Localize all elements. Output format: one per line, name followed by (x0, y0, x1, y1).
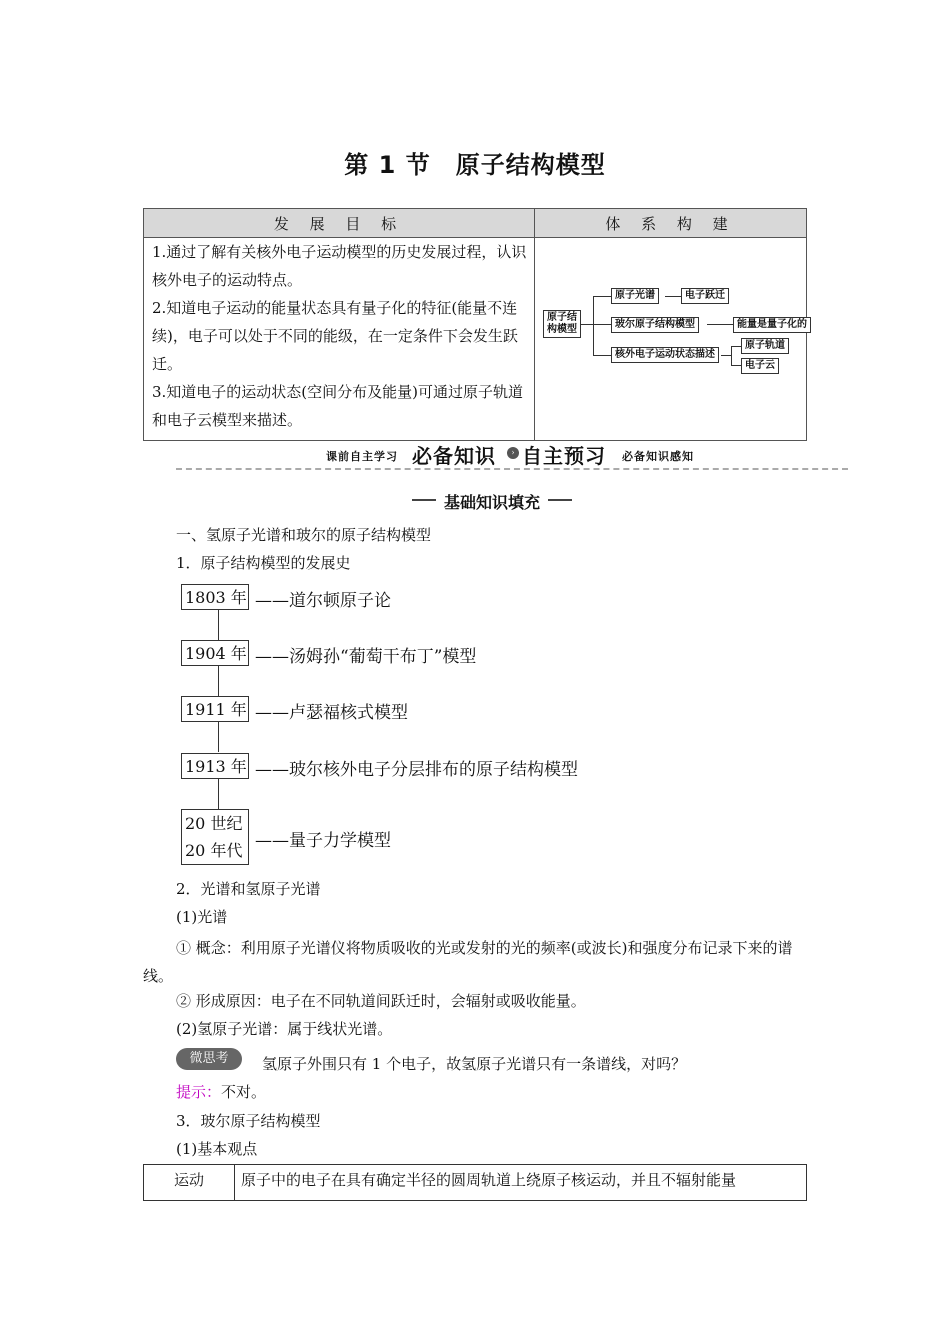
goals-list (144, 238, 535, 441)
section-heading (412, 490, 572, 510)
goal-item: 1.通过了解有关核外电子运动模型的历史发展过程，认识核外电子的运动特点。 (152, 243, 527, 289)
cause-text: ② 形成原因：电子在不同轨道间跃迁时，会辐射或吸收能量。 (176, 992, 586, 1010)
diagram-node: 核外电子运动状态描述 (611, 347, 719, 363)
bohr-key: 运动 (144, 1165, 235, 1201)
subsection-title: 2．光谱和氢原子光谱 (176, 880, 321, 898)
diagram-node: 原子光谱 (611, 288, 659, 304)
diagram-root: 原子结构模型 (543, 310, 581, 338)
bohr-table (143, 1164, 807, 1201)
timeline-year: 1803 年 (181, 584, 249, 610)
hint-label: 提示： (176, 1083, 222, 1101)
banner-arrow-icon: › (507, 447, 519, 459)
hint-text: 不对。 (221, 1083, 267, 1101)
sub-item: (1)基本观点 (176, 1140, 258, 1158)
subsection-title: 3．玻尔原子结构模型 (176, 1112, 321, 1130)
micro-think-label: 微思考 (189, 1051, 229, 1066)
hint-line (176, 1081, 266, 1102)
goals-table (143, 208, 807, 441)
diagram-node: 原子轨道 (741, 338, 789, 354)
diagram-node: 玻尔原子结构模型 (611, 317, 699, 333)
question-text: 氢原子外围只有 1 个电子，故氢原子光谱只有一条谱线，对吗？ (262, 1055, 687, 1073)
micro-think-badge (176, 1048, 242, 1070)
section-title: 一、氢原子光谱和玻尔的原子结构模型 (176, 526, 432, 544)
goal-item: 3.知道电子的运动状态(空间分布及能量)可通过原子轨道和电子云模型来描述。 (152, 383, 524, 429)
timeline-desc: ——玻尔核外电子分层排布的原子结构模型 (255, 760, 578, 780)
banner-title-left: 必备知识 (412, 444, 496, 468)
timeline-year: 1913 年 (181, 753, 249, 779)
section-banner (176, 440, 848, 470)
banner-title-right: 自主预习 (522, 444, 606, 468)
bohr-value: 原子中的电子在具有确定半径的圆周轨道上绕原子核运动，并且不辐射能量 (235, 1165, 807, 1201)
system-diagram (535, 238, 807, 441)
timeline-desc: ——量子力学模型 (255, 831, 391, 851)
system-header: 体 系 构 建 (535, 209, 807, 238)
hydrogen-text: (2)氢原子光谱：属于线状光谱。 (176, 1020, 393, 1038)
banner-left-text: 课前自主学习 (326, 450, 398, 463)
timeline-year: 1904 年 (181, 640, 249, 666)
page-title: 第 1 节 原子结构模型 (344, 151, 606, 179)
goals-header: 发 展 目 标 (144, 209, 535, 238)
subsection-title: 1．原子结构模型的发展史 (176, 554, 351, 572)
goal-item: 2.知道电子运动的能量状态具有量子化的特征(能量不连续)，电子可以处于不同的能级，在一定条件下会发生跃迁。 (152, 299, 518, 373)
timeline-year: 20 世纪 20 年代 (181, 809, 249, 865)
banner-right-text: 必备知识感知 (622, 450, 694, 463)
timeline-desc: ——道尔顿原子论 (255, 591, 391, 611)
timeline-desc: ——汤姆孙“葡萄干布丁”模型 (255, 647, 477, 667)
diagram-node: 电子云 (741, 358, 779, 374)
diagram-node: 电子跃迁 (681, 288, 729, 304)
sub-item: (1)光谱 (176, 908, 228, 926)
timeline-year: 1911 年 (181, 696, 249, 722)
section-heading-text: 基础知识填充 (443, 493, 540, 512)
diagram-node: 能量是量子化的 (733, 317, 811, 333)
timeline-desc: ——卢瑟福核式模型 (255, 703, 408, 723)
concept-text: ① 概念：利用原子光谱仪将物质吸收的光或发射的光的频率(或波长)和强度分布记录下来的谱线。 (143, 939, 793, 985)
